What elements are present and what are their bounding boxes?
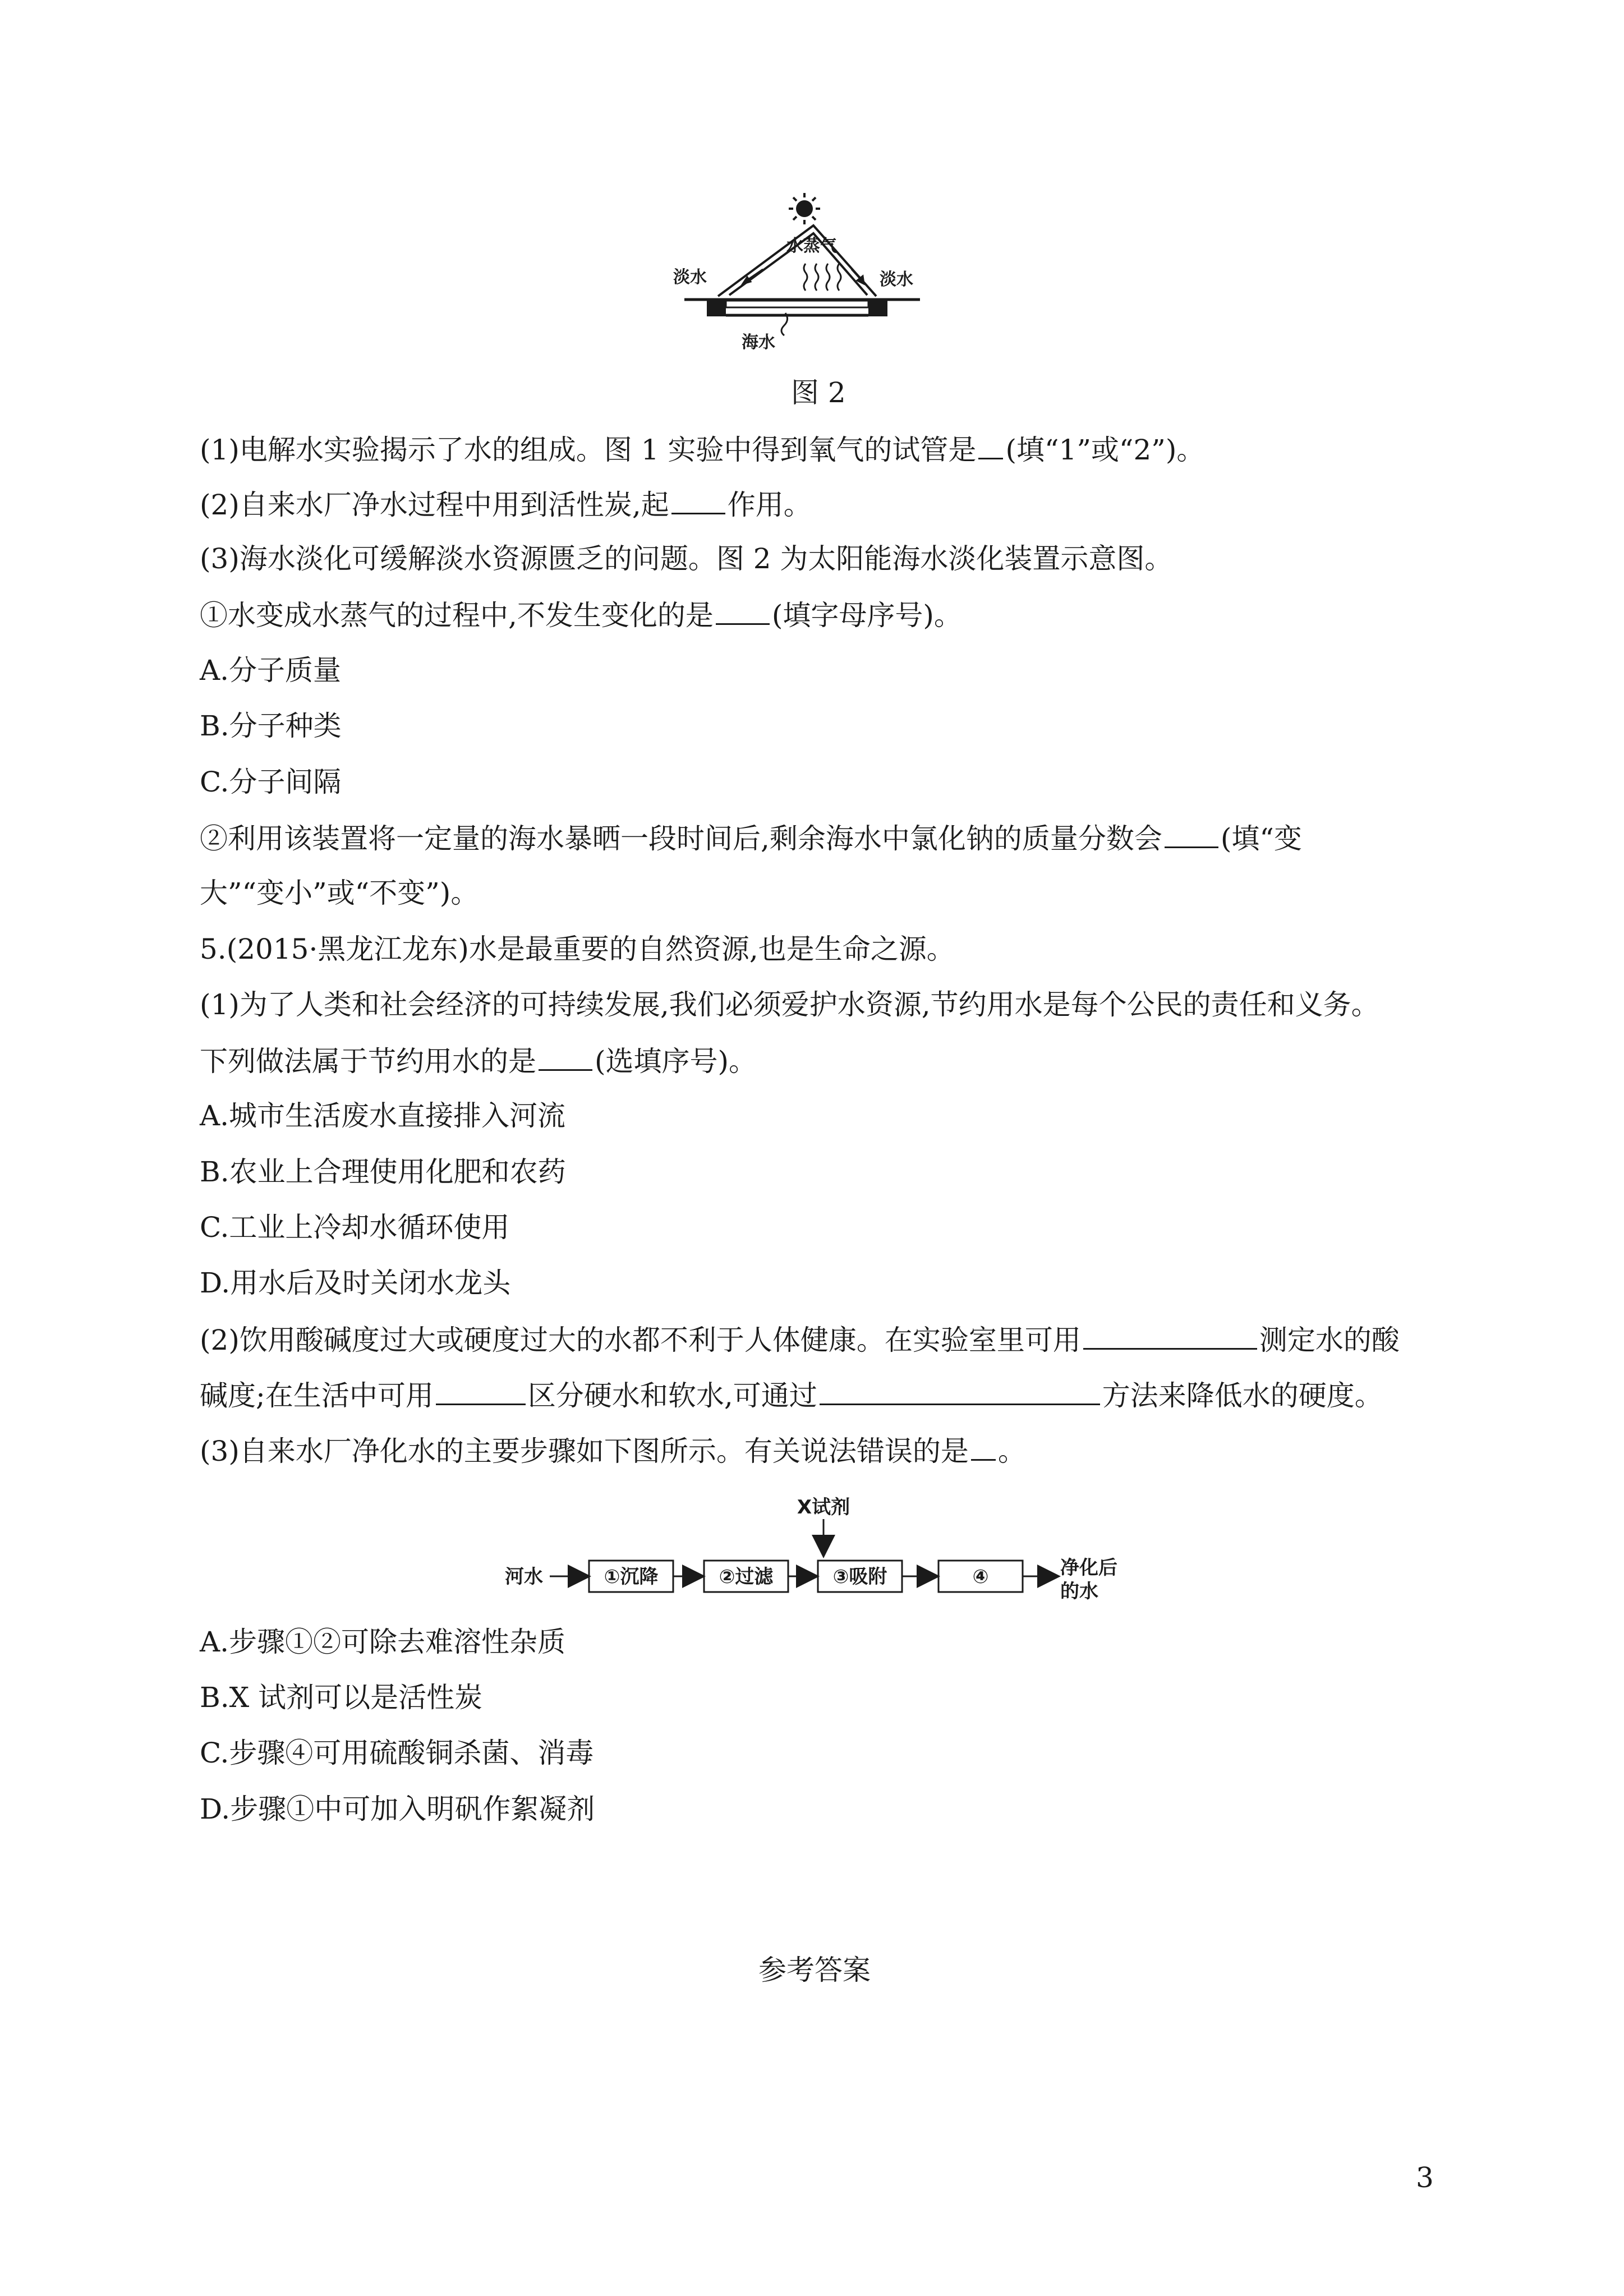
q5-part2 bbox=[200, 1321, 1400, 1358]
solar-desalination-diagram bbox=[673, 191, 931, 353]
q4-part2-text: (2)自来水厂净水过程中用到活性炭,起 bbox=[200, 489, 669, 521]
q5-part2-continued-mid: 区分硬水和软水,可通过 bbox=[527, 1379, 817, 1412]
answer-blank[interactable] bbox=[716, 596, 770, 625]
q4-part1-hint: (填“1”或“2”)。 bbox=[1005, 434, 1205, 466]
q5-stem: 5.(2015·黑龙江龙东)水是最重要的自然资源,也是生命之源。 bbox=[200, 933, 955, 965]
q5-option-b: B.农业上合理使用化肥和农药 bbox=[200, 1156, 566, 1188]
q5-option-d: D.用水后及时关闭水龙头 bbox=[200, 1267, 511, 1299]
q4-option-a: A.分子质量 bbox=[200, 654, 342, 687]
step-1-label: ①沉降 bbox=[604, 1566, 659, 1588]
q5-part2-text: (2)饮用酸碱度过大或硬度过大的水都不利于人体健康。在实验室里可用 bbox=[200, 1324, 1081, 1356]
q5-answer-c: C.步骤④可用硫酸铜杀菌、消毒 bbox=[200, 1737, 594, 1769]
flow-start-label: 河水 bbox=[505, 1566, 543, 1588]
answer-blank[interactable] bbox=[820, 1377, 1100, 1405]
page-number: 3 bbox=[1416, 2161, 1434, 2194]
answer-blank[interactable] bbox=[1083, 1321, 1257, 1350]
q4-part3-sub1-text: ①水变成水蒸气的过程中,不发生变化的是 bbox=[200, 599, 714, 632]
q5-part2-continued-text: 碱度;在生活中可用 bbox=[200, 1379, 434, 1412]
q4-part3-sub2-continued: 大”“变小”或“不变”)。 bbox=[200, 877, 479, 909]
step-2-label: ②过滤 bbox=[719, 1566, 774, 1588]
reagent-label: X试剂 bbox=[797, 1496, 850, 1519]
q5-option-a: A.城市生活废水直接排入河流 bbox=[200, 1099, 566, 1132]
q4-option-c: C.分子间隔 bbox=[200, 766, 342, 798]
q5-part3 bbox=[200, 1432, 1026, 1469]
fresh-water-right-label: 淡水 bbox=[880, 270, 913, 289]
fresh-water-left-label: 淡水 bbox=[673, 268, 707, 287]
q5-answer-b: B.X 试剂可以是活性炭 bbox=[200, 1681, 483, 1714]
q5-part2-continued bbox=[200, 1377, 1383, 1414]
steam-arrows bbox=[804, 264, 841, 291]
q5-part3-end: 。 bbox=[997, 1435, 1026, 1467]
answer-blank[interactable] bbox=[671, 486, 725, 514]
q5-part1-prompt-hint: (选填序号)。 bbox=[595, 1045, 757, 1078]
q5-answer-a: A.步骤①②可除去难溶性杂质 bbox=[200, 1626, 566, 1658]
seawater-label: 海水 bbox=[742, 333, 775, 352]
q4-part2-tail: 作用。 bbox=[727, 489, 812, 521]
q4-part3-sub2 bbox=[200, 820, 1302, 857]
sun-icon bbox=[789, 193, 820, 224]
answer-blank[interactable] bbox=[436, 1377, 526, 1405]
q4-part3-sub2-hint: (填“变 bbox=[1220, 822, 1302, 855]
answer-blank[interactable] bbox=[978, 431, 1003, 459]
q5-part2-tail: 测定水的酸 bbox=[1259, 1324, 1400, 1356]
step-4-label: ④ bbox=[972, 1566, 989, 1588]
q5-part1-prompt bbox=[200, 1042, 757, 1079]
q5-option-c: C.工业上冷却水循环使用 bbox=[200, 1211, 510, 1244]
q4-option-b: B.分子种类 bbox=[200, 710, 342, 742]
condensate-arrow-right bbox=[852, 269, 864, 284]
steam-label: 水蒸气 bbox=[786, 236, 837, 256]
q4-part1-text: (1)电解水实验揭示了水的组成。图 1 实验中得到氧气的试管是 bbox=[200, 434, 977, 466]
flow-end-label-line1: 净化后 bbox=[1060, 1557, 1117, 1579]
q5-part1-prompt-text: 下列做法属于节约用水的是 bbox=[200, 1045, 536, 1078]
flow-end-label-line2: 的水 bbox=[1060, 1580, 1098, 1603]
q5-part1: (1)为了人类和社会经济的可持续发展,我们必须爱护水资源,节约用水是每个公民的责任和义务。 bbox=[200, 988, 1379, 1021]
q4-part3: (3)海水淡化可缓解淡水资源匮乏的问题。图 2 为太阳能海水淡化装置示意图。 bbox=[200, 542, 1173, 575]
q4-part3-sub1-hint: (填字母序号)。 bbox=[771, 599, 962, 632]
figure-2-caption: 图 2 bbox=[791, 376, 846, 409]
q5-answer-d: D.步骤①中可加入明矾作絮凝剂 bbox=[200, 1793, 595, 1825]
q4-part2 bbox=[200, 486, 812, 523]
q4-part3-sub1 bbox=[200, 596, 962, 633]
seawater-basin bbox=[684, 298, 920, 335]
water-purification-flowchart bbox=[505, 1492, 1133, 1621]
q5-part3-text: (3)自来水厂净化水的主要步骤如下图所示。有关说法错误的是 bbox=[200, 1435, 969, 1467]
q4-part1 bbox=[200, 431, 1204, 468]
step-3-label: ③吸附 bbox=[832, 1566, 887, 1588]
answer-key-heading: 参考答案 bbox=[758, 1954, 871, 1986]
answer-blank[interactable] bbox=[971, 1432, 996, 1461]
answer-blank[interactable] bbox=[539, 1042, 592, 1071]
answer-blank[interactable] bbox=[1165, 820, 1218, 848]
q4-part3-sub2-text: ②利用该装置将一定量的海水暴晒一段时间后,剩余海水中氯化钠的质量分数会 bbox=[200, 822, 1162, 855]
q5-part2-continued-tail: 方法来降低水的硬度。 bbox=[1102, 1379, 1383, 1412]
